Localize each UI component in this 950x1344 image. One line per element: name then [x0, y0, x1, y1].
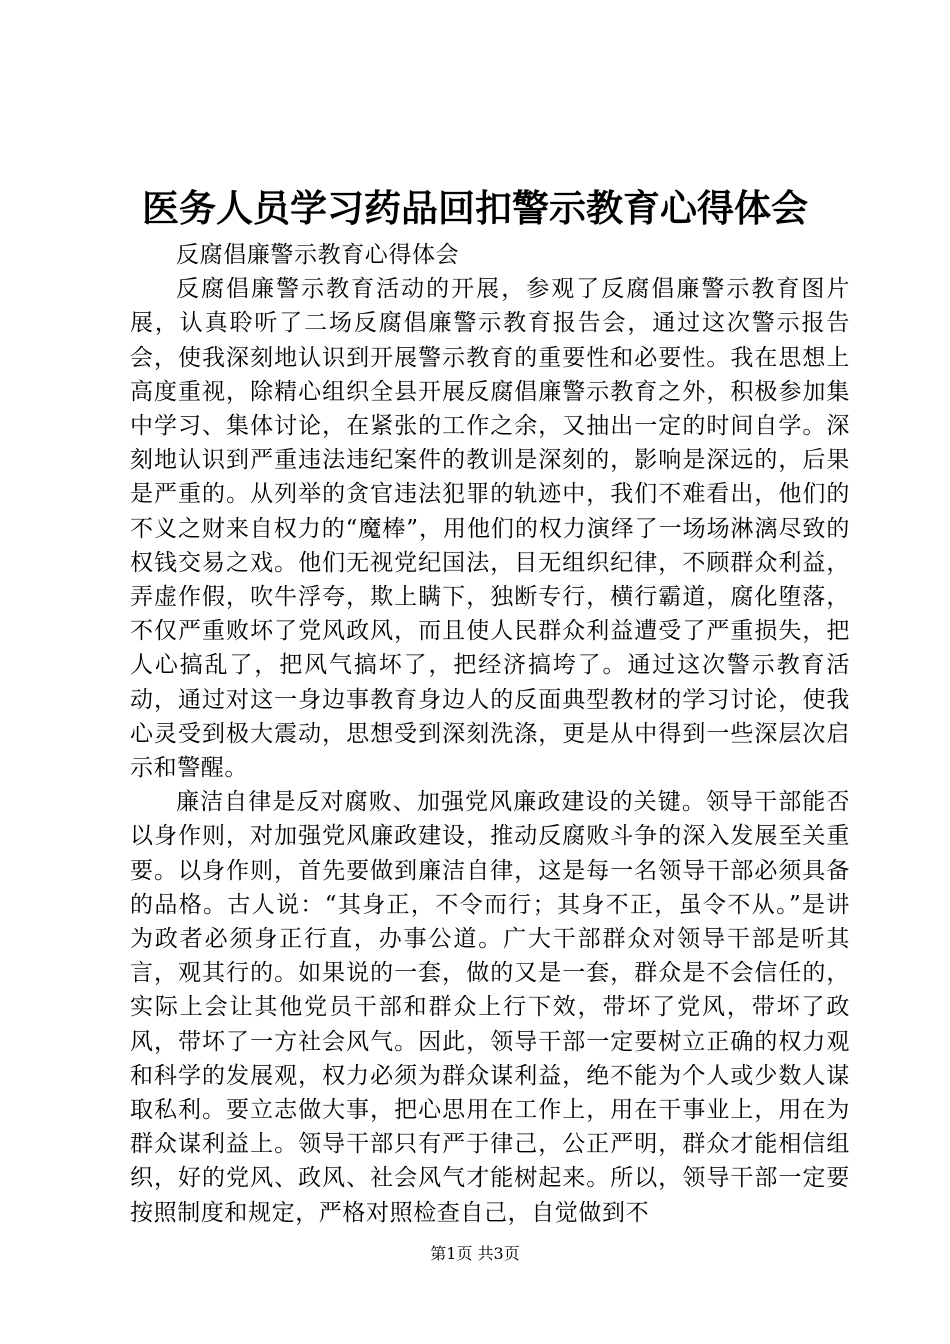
- document-subtitle: 反腐倡廉警示教育心得体会: [176, 242, 460, 268]
- body-paragraph: 廉洁自律是反对腐败、加强党风廉政建设的关键。领导干部能否以身作则，对加强党风廉政建设，推动反腐败斗争的深入发展至关重要。以身作则，首先要做到廉洁自律，这是每一名领导干部必须具备的品格。古人说：“其身正，不令而行；其身不正，虽令不从。”是讲为政者必须身正行直，办事公道。广大干部群众对领导干部是听其言，观其行的。如果说的一套，做的又是一套，群众是不会信任的，实际上会让其他党员干部和群众上行下效，带坏了党风，带坏了政风，带坏了一方社会风气。因此，领导干部一定要树立正确的权力观和科学的发展观，权力必须为群众谋利益，绝不能为个人或少数人谋取私利。要立志做大事，把心思用在工作上，用在干事业上，用在为群众谋利益上。领导干部只有严于律己，公正严明，群众才能相信组织，好的党风、政风、社会风气才能树起来。所以，领导干部一定要按照制度和规定，严格对照检查自己，自觉做到不: [130, 789, 850, 1226]
- page-title: 医务人员学习药品回扣警示教育心得体会: [142, 186, 808, 230]
- page-number: 第1页 共3页: [430, 1244, 520, 1263]
- document-body: [130, 238, 850, 1230]
- body-paragraph: 反腐倡廉警示教育活动的开展，参观了反腐倡廉警示教育图片展，认真聆听了二场反腐倡廉警示教育报告会，通过这次警示报告会，使我深刻地认识到开展警示教育的重要性和必要性。我在思想上高度重视，除精心组织全县开展反腐倡廉警示教育之外，积极参加集中学习、集体讨论，在紧张的工作之余，又抽出一定的时间自学。深刻地认识到严重违法违纪案件的教训是深刻的，影响是深远的，后果是严重的。从列举的贪官违法犯罪的轨迹中，我们不难看出，他们的不义之财来自权力的“魔棒”，用他们的权力演绎了一场场淋漓尽致的权钱交易之戏。他们无视党纪国法，目无组织纪律，不顾群众利益，弄虚作假，吹牛浮夸，欺上瞒下，独断专行，横行霸道，腐化堕落，不仅严重败坏了党风政风，而且使人民群众利益遭受了严重损失，把人心搞乱了，把风气搞坏了，把经济搞垮了。通过这次警示教育活动，通过对这一身边事教育身边人的反面典型教材的学习讨论，使我心灵受到极大震动，思想受到深刻洗涤，更是从中得到一些深层次启示和警醒。: [130, 276, 850, 782]
